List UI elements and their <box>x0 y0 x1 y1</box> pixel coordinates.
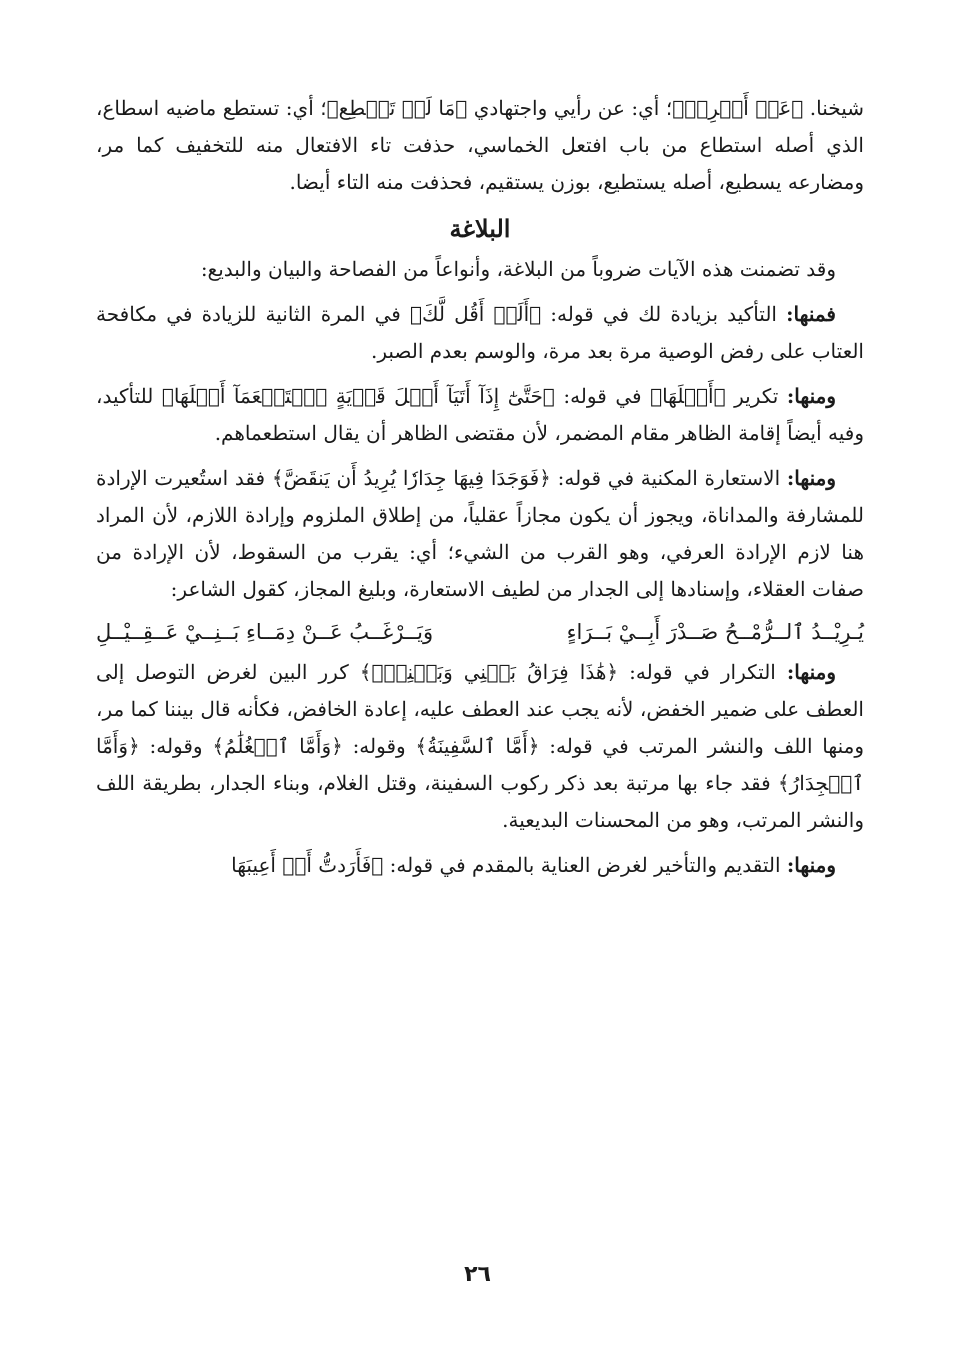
page-body <box>96 90 864 884</box>
rhetoric-item-1 <box>96 296 864 370</box>
item-lead: ومنها: <box>786 853 836 877</box>
verse-first-hemistich: يُـرِيْــدُ ٱلــرُّمْــحُ صَــدْرَ أَبِــيْ بَــرَاءٍ <box>566 620 864 644</box>
item-text: الاستعارة المكنية في قوله: ﴿فَوَجَدَا فِيهَا جِدَارٗا يُرِيدُ أَن يَنقَضَّ﴾ فقد استُعيرت الإرادة للمشارفة والمداناة، ويجوز أن يكون مجازاً عقلياً، من إطلاق الملزوم وإرادة اللازم، لأن المراد هنا لازم الإرادة العرفي، وهو القرب من الشيء؛ أي: يقرب من السقوط، لأن الإرادة من صفات العقلاء، وإسنادها إلى الجدار من لطيف الاستعارة، وبليغ المجاز، كقول الشاعر: <box>96 466 864 601</box>
rhetoric-item-3 <box>96 460 864 608</box>
item-lead: فمنها: <box>786 302 836 326</box>
item-text: التأكيد بزيادة لك في قوله: ﴿أَلَمۡ أَقُل لَّكَ﴾ في المرة الثانية للزيادة في مكافحة العتاب على رفض الوصية مرة بعد مرة، والوسم بعدم الصبر. <box>96 302 864 363</box>
rhetoric-item-2 <box>96 378 864 452</box>
verse-second-hemistich: وَيَــرْغَــبُ عَــنْ دِمَــاءِ بَــنِــيْ عَــقِــيْــلِ <box>96 620 434 644</box>
item-text: التقديم والتأخير لغرض العناية بالمقدم في قوله: ﴿فَأَرَدتُّ أَنۡ أَعِيبَهَا <box>231 853 787 877</box>
section-heading: البلاغة <box>449 214 511 243</box>
balagha-intro-paragraph: وقد تضمنت هذه الآيات ضروباً من البلاغة، وأنواعاً من الفصاحة والبيان والبديع: <box>200 257 836 281</box>
rhetoric-item-5 <box>96 847 864 884</box>
poetry-verse <box>96 610 864 654</box>
item-text: تكرير ﴿أَهۡلَهَا﴾ في قوله: ﴿حَتَّىٰٓ إِذَآ أَتَيَآ أَهۡلَ قَرۡيَةٍ ٱسۡتَطۡعَمَآ أَهۡلَهَا﴾ للتأكيد، وفيه أيضاً إقامة الظاهر مقام المضمر، لأن مقتضى الظاهر أن يقال استطعماهم. <box>96 384 864 445</box>
item-lead: ومنها: <box>786 466 836 490</box>
intro-paragraph: شيخنا. ﴿عَنۡ أَمۡرِيۚ﴾؛ أي: عن رأيي واجتهادي ﴿مَا لَمۡ تَسۡطِع﴾؛ أي: تستطع ماضيه اسطاع، الذي أصله استطاع من باب افتعل الخماسي، حذفت تاء الافتعال منه للتخفيف كما مر، ومضارعه يسطيع، أصله يستطيع، بوزن يستقيم، فحذفت منه التاء أيضا. <box>96 96 865 194</box>
item-lead: ومنها: <box>786 384 836 408</box>
rhetoric-item-4 <box>96 654 864 839</box>
page-number: ٢٦ <box>464 1262 491 1287</box>
item-text: التكرار في قوله: ﴿هَٰذَا فِرَاقُ بَيۡنِي وَبَيۡنِكَۚ﴾ كرر البين لغرض التوصل إلى العطف على ضمير الخفض، لأنه يجب عند العطف عليه، إعادة الخافض، فكأنه قال بيننا كما مر، ومنها اللف والنشر المرتب في قوله: ﴿أَمَّا ٱلسَّفِينَةُ﴾ وقوله: ﴿وَأَمَّا ٱلۡغُلَٰمُ﴾ وقوله: ﴿وَأَمَّا ٱلۡجِدَارُ﴾ فقد جاء بها مرتبة بعد ذكر ركوب السفينة، وقتل الغلام، وبناء الجدار، بطريقة اللف والنشر المرتب، وهو من المحسنات البديعية. <box>96 660 864 832</box>
item-lead: ومنها: <box>786 660 836 684</box>
